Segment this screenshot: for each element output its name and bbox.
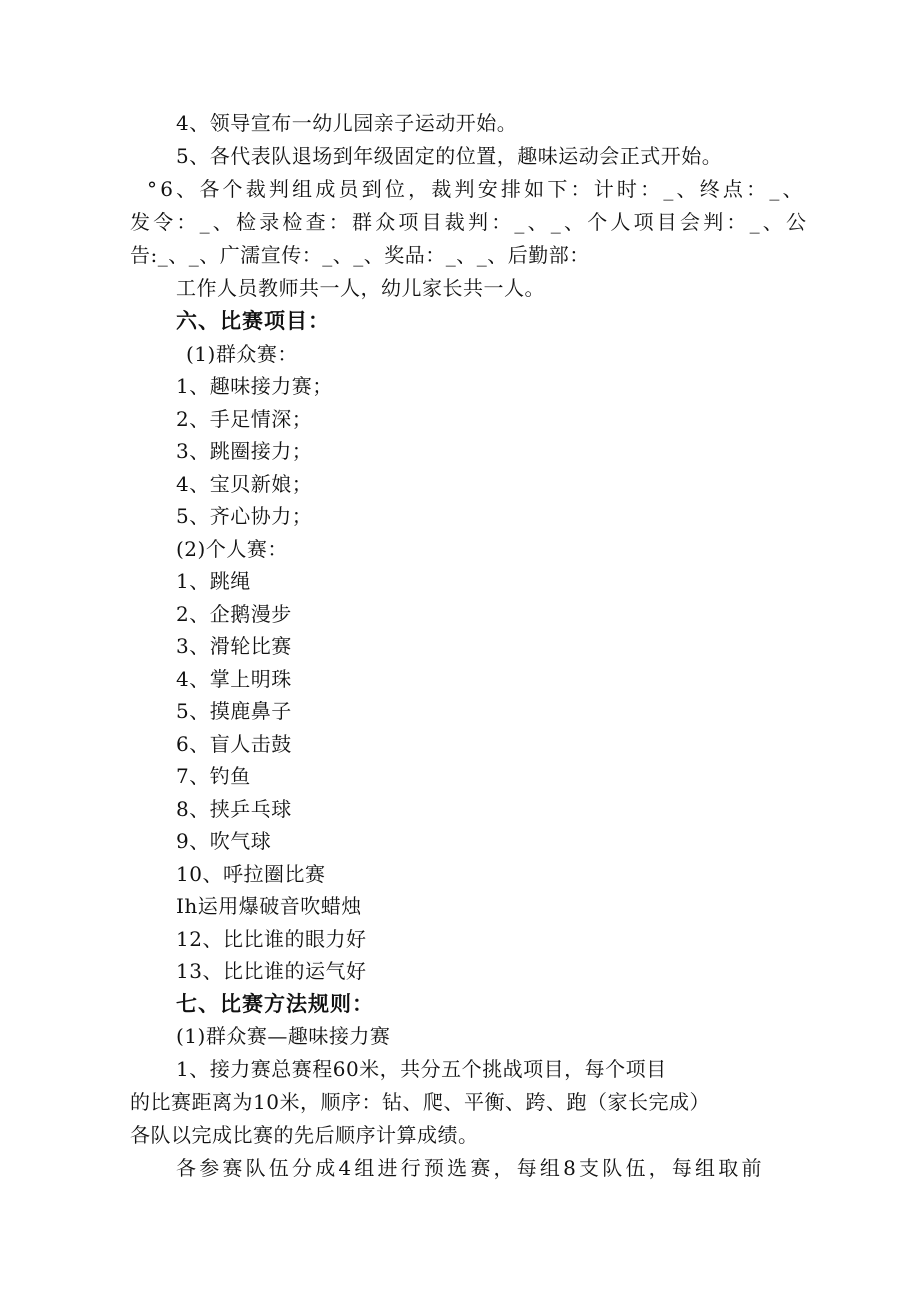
group-item: 2、手足情深； (176, 407, 313, 431)
intro-line-4: 发令：_、检录检查：群众项目裁判：_、_、个人项目会判：_、公 (130, 210, 810, 234)
individual-item: 10、呼拉圈比赛 (176, 862, 326, 886)
group-item: 3、跳圈接力； (176, 439, 313, 463)
group-item: 1、趣味接力赛； (176, 374, 333, 398)
intro-line-1: 4、领导宣布一幼儿园亲子运动开始。 (176, 111, 518, 135)
intro-line-2: 5、各代表队退场到年级固定的位置，趣味运动会正式开始。 (176, 144, 723, 168)
individual-item: 2、企鹅漫步 (176, 602, 292, 626)
individual-item: 7、钓鱼 (176, 764, 251, 788)
section-7-title: 七、比赛方法规则： (176, 992, 374, 1016)
individual-item: 5、摸鹿鼻子 (176, 699, 292, 723)
individual-item: 4、掌上明珠 (176, 667, 292, 691)
section-6-title: 六、比赛项目： (176, 309, 330, 333)
group-item: 4、宝贝新娘； (176, 472, 313, 496)
group-item: 5、齐心协力； (176, 504, 313, 528)
group-title: (1)群众赛： (186, 342, 298, 366)
rule-paragraph-line: 的比赛距离为10米，顺序：钻、爬、平衡、跨、跑（家长完成） (130, 1090, 710, 1114)
rule-paragraph-line: 各参赛队伍分成4组进行预选赛，每组8支队伍，每组取前 (176, 1156, 765, 1180)
individual-item: 9、吹气球 (176, 829, 272, 853)
section-7-subtitle: (1)群众赛—趣味接力赛 (176, 1024, 391, 1048)
rule-paragraph-line: 各队以完成比赛的先后顺序计算成绩。 (130, 1123, 479, 1147)
individual-item: 6、盲人击鼓 (176, 732, 292, 756)
intro-line-3: °6、各个裁判组成员到位，裁判安排如下：计时：_、终点：_、 (147, 177, 806, 201)
individual-title: (2)个人赛： (176, 537, 288, 561)
individual-item: 3、滑轮比赛 (176, 634, 292, 658)
individual-item: 13、比比谁的运气好 (176, 959, 367, 983)
rule-paragraph-line: 1、接力赛总赛程60米，共分五个挑战项目，每个项目 (176, 1057, 667, 1081)
individual-item: 1、跳绳 (176, 569, 251, 593)
individual-item: Ih运用爆破音吹蜡烛 (176, 894, 362, 918)
intro-line-6: 工作人员教师共一人，幼儿家长共一人。 (176, 276, 545, 300)
individual-item: 8、挟乒乓球 (176, 797, 292, 821)
individual-item: 12、比比谁的眼力好 (176, 927, 367, 951)
intro-line-5: 告:_、_、广濡宣传：_、_、奖品：_、_、后勤部： (130, 243, 590, 267)
